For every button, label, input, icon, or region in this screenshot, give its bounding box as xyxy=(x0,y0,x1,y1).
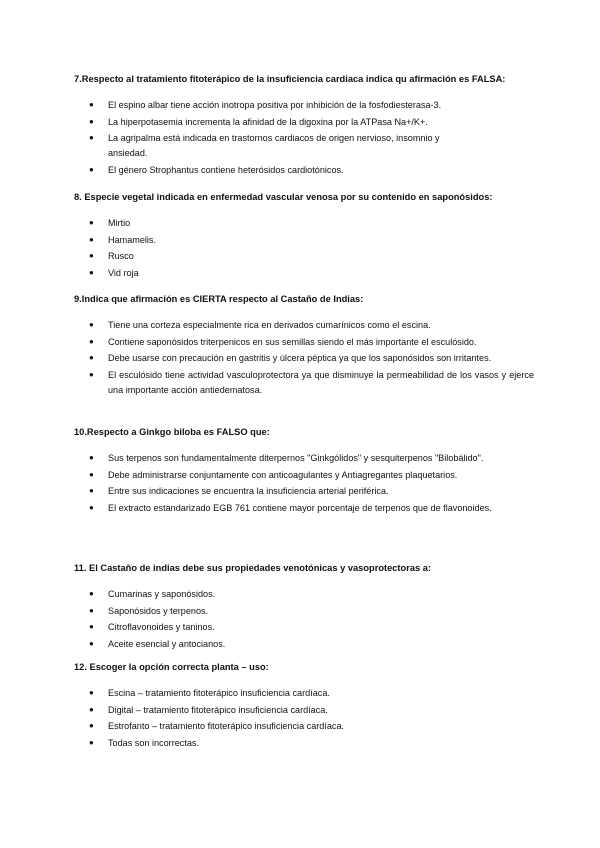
bullet-icon: ● xyxy=(89,688,94,697)
option-item xyxy=(74,637,534,651)
option-text: Contiene saponósidos triterpenicos en sus semillas siendo el más importante el esculósido. xyxy=(108,336,477,347)
option-item xyxy=(74,318,534,332)
option-item xyxy=(74,587,534,601)
option-list xyxy=(74,216,534,281)
option-list xyxy=(74,451,534,516)
option-item xyxy=(74,719,534,733)
option-text: Estrofanto – tratamiento fitoterápico insuficiencia cardíaca. xyxy=(108,721,345,732)
bullet-icon: ● xyxy=(89,353,94,363)
option-text: Citroflavonoides y taninos. xyxy=(108,622,215,633)
option-text: Aceite esencial y antocianos. xyxy=(108,639,226,650)
option-item xyxy=(74,98,534,112)
option-item xyxy=(74,115,534,129)
option-item xyxy=(74,736,534,750)
bullet-icon: ● xyxy=(89,116,94,126)
option-list xyxy=(74,318,534,397)
bullet-icon: ● xyxy=(89,320,94,329)
question-title: 7.Respecto al tratamiento fitoterápico de la insuficiencia cardiaca indica qu afirmación es FALSA: xyxy=(74,74,506,84)
option-item xyxy=(74,163,534,177)
option-item xyxy=(74,216,534,230)
option-text: Sus terpenos son fundamentalmente diterpernos "Ginkgólidos" y sesquiterpenos "Bilobálido". xyxy=(108,453,484,463)
option-text: Digital – tratamiento fitoterápico insuficiencia cardíaca. xyxy=(108,704,328,715)
question-title: 12. Escoger la opción correcta planta – uso: xyxy=(74,662,269,672)
option-text: Tiene una corteza especialmente rica en derivados cumarínicos como el escina. xyxy=(108,320,431,330)
option-text: Mirtio xyxy=(108,218,131,228)
option-item xyxy=(74,368,534,397)
bullet-icon: ● xyxy=(89,469,94,479)
option-list xyxy=(74,587,534,652)
bullet-icon: ● xyxy=(89,503,94,513)
bullet-icon: ● xyxy=(89,639,94,649)
option-item xyxy=(74,468,534,482)
option-item xyxy=(74,451,534,465)
option-text: El género Strophantus contiene heterósidos cardiotónicos. xyxy=(108,164,344,175)
option-text: Debe usarse con precaución en gastritis y úlcera péptica ya que los saponósidos son irritantes. xyxy=(108,353,492,364)
option-text: Hamamelis. xyxy=(108,234,157,245)
bullet-icon: ● xyxy=(89,721,94,731)
option-item xyxy=(74,249,534,263)
question-title: 11. El Castaño de indias debe sus propiedades venotónicas y vasoprotectoras a: xyxy=(74,563,432,573)
option-text: Entre sus indicaciones se encuentra la insuficiencia arterial periférica. xyxy=(108,486,389,497)
option-text: La hiperpotasemia incrementa la afinidad de la digoxina por la ATPasa Na+/K+. xyxy=(108,116,428,127)
question-8 xyxy=(74,191,534,283)
option-text: Cumarinas y saponósidos. xyxy=(108,589,216,599)
option-item xyxy=(74,131,534,160)
option-item xyxy=(74,620,534,634)
option-item xyxy=(74,501,534,515)
option-text: Debe administrarse conjuntamente con anticoagulantes y Antiagregantes plaquetarios. xyxy=(108,469,458,480)
question-10 xyxy=(74,426,534,518)
bullet-icon: ● xyxy=(89,605,94,615)
option-text: El esculósido tiene actividad vasculoprotectora ya que disminuye la permeabilidad de los vasos y ejerce una importante acción antiedematosa. xyxy=(108,370,534,395)
option-item xyxy=(74,351,534,365)
option-item xyxy=(74,233,534,247)
question-9 xyxy=(74,293,534,399)
bullet-icon: ● xyxy=(89,704,94,714)
bullet-icon: ● xyxy=(89,100,94,109)
bullet-icon: ● xyxy=(89,622,94,632)
question-12 xyxy=(74,661,534,753)
bullet-icon: ● xyxy=(89,268,94,278)
bullet-icon: ● xyxy=(89,738,94,748)
option-text: Saponósidos y terpenos. xyxy=(108,605,209,616)
option-text: El espino albar tiene acción inotropa positiva por inhibición de la fosfodiesterasa-3. xyxy=(108,100,442,110)
bullet-icon: ● xyxy=(89,370,94,380)
option-text: La agripalma está indicada en trastornos cardiacos de origen nervioso, insomnio y ansiedad. xyxy=(108,133,440,158)
option-item xyxy=(74,703,534,717)
question-title: 8. Especie vegetal indicada en enfermedad vascular venosa por su contenido en saponósidos: xyxy=(74,192,493,202)
bullet-icon: ● xyxy=(89,133,94,143)
option-item xyxy=(74,604,534,618)
question-7 xyxy=(74,73,534,179)
option-item xyxy=(74,266,534,280)
bullet-icon: ● xyxy=(89,164,94,174)
option-item xyxy=(74,686,534,700)
option-text: Todas son incorrectas. xyxy=(108,738,199,749)
option-item xyxy=(74,335,534,349)
bullet-icon: ● xyxy=(89,251,94,261)
question-title: 9.Indica que afirmación es CIERTA respecto al Castaño de Indias: xyxy=(74,294,364,304)
bullet-icon: ● xyxy=(89,589,94,598)
bullet-icon: ● xyxy=(89,218,94,227)
question-11 xyxy=(74,562,534,654)
bullet-icon: ● xyxy=(89,453,94,462)
option-text: Rusco xyxy=(108,251,134,262)
option-list xyxy=(74,98,534,177)
option-text: Escina – tratamiento fitoterápico insuficiencia cardíaca. xyxy=(108,688,330,698)
bullet-icon: ● xyxy=(89,486,94,496)
option-list xyxy=(74,686,534,751)
bullet-icon: ● xyxy=(89,234,94,244)
bullet-icon: ● xyxy=(89,336,94,346)
option-text: Vid roja xyxy=(108,268,139,279)
question-title: 10.Respecto a Ginkgo biloba es FALSO que: xyxy=(74,427,270,437)
option-item xyxy=(74,484,534,498)
option-text: El extracto estandarizado EGB 761 contiene mayor porcentaje de terpenos que de flavonoides. xyxy=(108,503,492,514)
